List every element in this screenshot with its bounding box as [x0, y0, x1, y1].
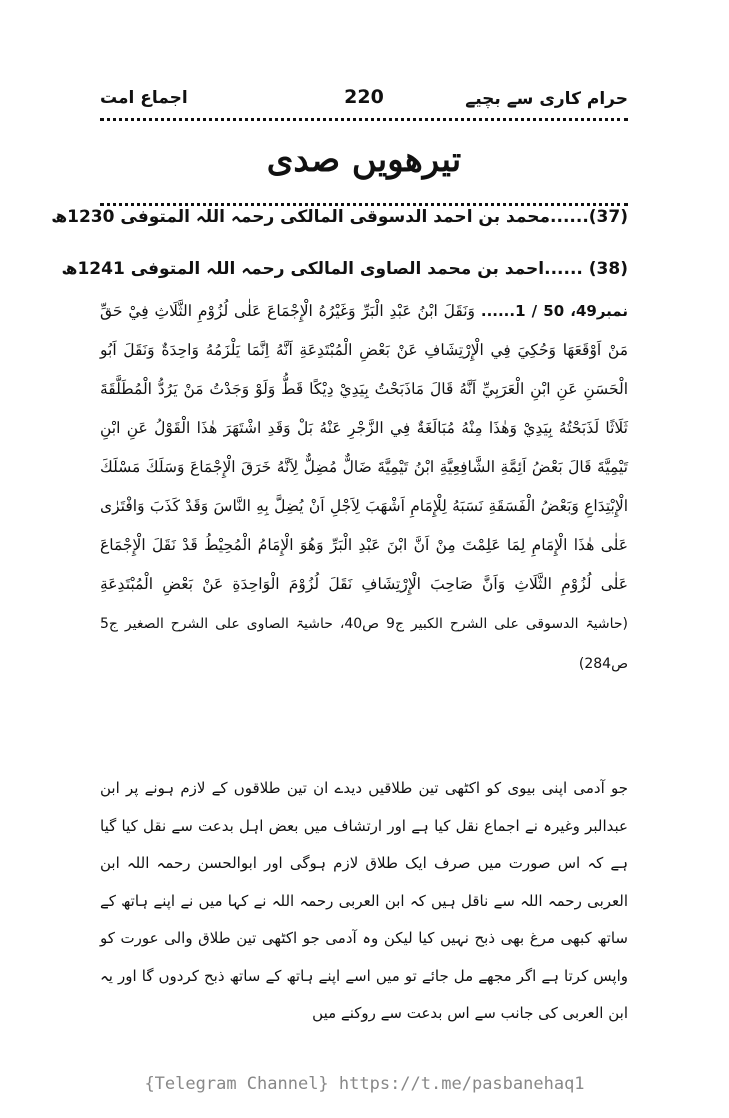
quote-reference: (حاشیۃ الدسوقی علی الشرح الکبیر ج9 ص40، حاشیۃ الصاوی علی الشرح الصغیر ج5 ص284): [100, 616, 628, 672]
page-header: [100, 86, 628, 116]
book-title: حرام کاری سے بچیے: [465, 89, 628, 109]
urdu-translation: جو آدمی اپنی بیوی کو اکٹھی تین طلاقیں دیدے ان تین طلاقوں کے لازم ہونے پر ابن عبدالبر وغیرہ نے اجماع نقل کیا ہے اور ارتشاف میں بعض اہل بدعت سے نقل کیا گیا ہے کہ اس صورت میں صرف ایک طلاق لازم ہوگی اور ابوالحسن رحمہ اللہ ابن العربی رحمہ اللہ سے ناقل ہیں کہ ابن العربی رحمہ اللہ نے کہا میں نے اپنے ہاتھ کے ساتھ کبھی مرغ بھی ذبح نہیں کیا لیکن وہ آدمی جو اکٹھی تین طلاق والی عورت کو واپس کرتا ہے اگر مجھے مل جائے تو میں اسے اپنے ہاتھ کے ساتھ ذبح کردوں گا اور یہ ابن العربی کی جانب سے اس بدعت سے روکنے میں: [100, 779, 628, 1022]
section-title: تیرھویں صدی: [266, 140, 462, 180]
telegram-watermark: {Telegram Channel} https://t.me/pasbanehaq1: [144, 1074, 585, 1094]
page-number: 220: [344, 86, 384, 108]
entry-37: (37)......محمد بن احمد الدسوقی المالکی رحمہ اللہ المتوفی 1230ھ: [51, 207, 628, 227]
header-divider: [100, 118, 628, 121]
entry-38: (38) ......احمد بن محمد الصاوی المالکی رحمہ اللہ المتوفی 1241ھ: [61, 259, 628, 279]
arabic-quote: [100, 292, 628, 684]
quote-text: وَنَقَلَ ابْنُ عَبْدِ الْبَرِّ وَغَيْرُهُ الْإِجْمَاعَ عَلٰى لُزُوْمِ الثَّلَاثِ فِيْ حَقِّ مَنْ اَوْقَعَهَا وَحُكِيَ فِي الْإِرْتِشَافِ عَنْ بَعْضِ الْمُبْتَدِعَةِ اَنَّهُ اِنَّمَا يَلْزَمُهُ وَاحِدَةٌ وَنَقَلَ اَبُو الْحَسَنِ عَنِ ابْنِ الْعَرَبِيِّ اَنَّهُ قَالَ مَاذَبَحْتُ بِيَدِيْ دِيْكًا قَطُّ وَلَوْ وَجَدْتُ مَنْ يَرُدُّ الْمُطَلَّقَةَ ثَلَاثًا لَذَبَحْتُهُ بِيَدِيْ وَهٰذَا مِنْهُ مُبَالَغَةٌ فِي الزَّجْرِ عَنْهُ بَلْ وَقَدِ اشْتَهَرَ هٰذَا الْقَوْلُ عَنِ ابْنِ تَيْمِيَّةَ قَالَ بَعْضُ اَئِمَّةِ الشَّافِعِيَّةِ ابْنُ تَيْمِيَّةَ ضَالٌّ مُضِلٌّ لِاَنَّهُ خَرَقَ الْإِجْمَاعَ وَسَلَكَ مَسْلَكَ الْإِبْتِدَاعِ وَبَعْضُ الْفَسَقَةِ نَسَبَهُ لِلْإِمَامِ اَشْهَبَ لِاَجْلِ اَنْ يُضِلَّ بِهِ النَّاسَ وَقَدْ كَذَبَ وَافْتَرٰى عَلٰى هٰذَا الْإِمَامِ لِمَا عَلِمْتَ مِنْ اَنَّ ابْنَ عَبْدِ الْبَرِّ وَهُوَ الْإِمَامُ الْمُحِيْطُ قَدْ نَقَلَ الْإِجْمَاعَ عَلٰى لُزُوْمِ الثَّلَاثِ وَاَنَّ صَاحِبَ الْإِرْتِشَافِ نَقَلَ لُزُوْمَ الْوَاحِدَةِ عَنْ بَعْضِ الْمُبْتَدِعَةِ: [100, 302, 628, 593]
chapter-title: اجماع امت: [100, 88, 188, 108]
quote-number: نمبر49، 50 / 1......: [480, 302, 628, 320]
